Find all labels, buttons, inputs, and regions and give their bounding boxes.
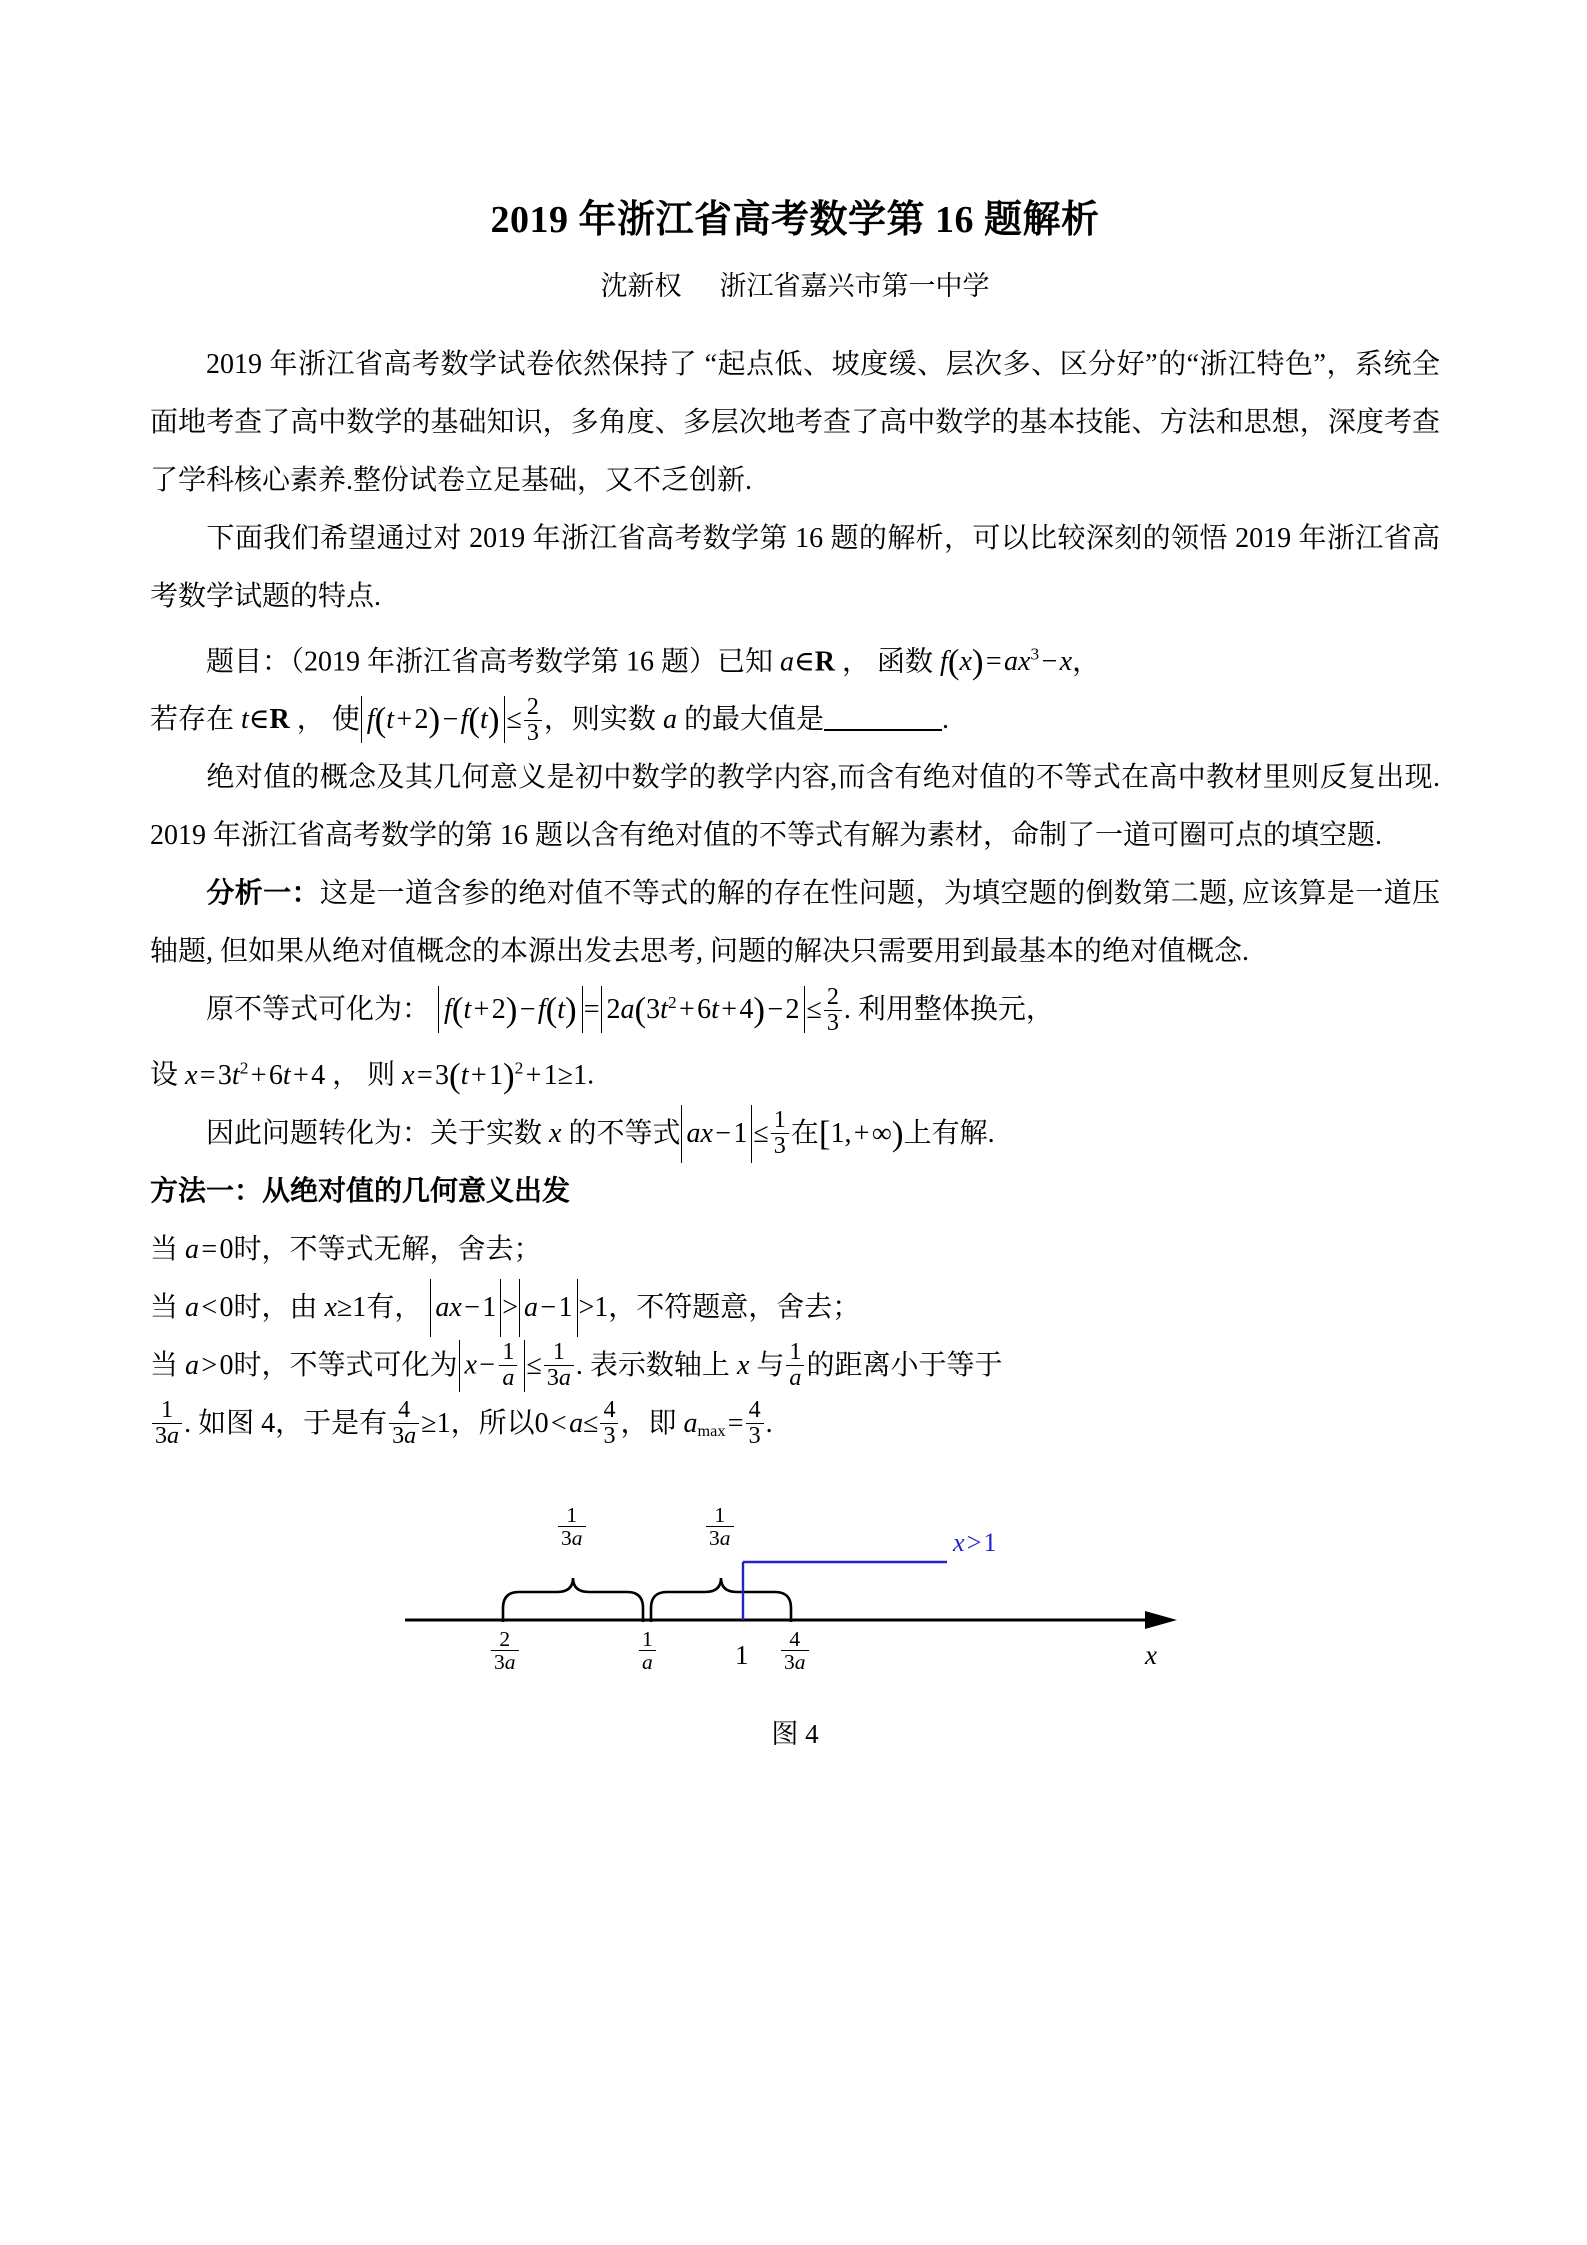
case2-text: ，不符题意，舍去； [608, 1291, 861, 1323]
case3-mid: 时，不等式可化为 [233, 1349, 458, 1381]
case1-condition: a = 0 [185, 1233, 234, 1265]
method-one-case-3b: $\frac{1}{3a}$ . 如图 4，于是有 $\frac{4}{3a}$ ≥1，所以0 < a≤ $\frac{4}{3}$ ，即 $a_{max}$ = $\frac{4}{3}$ . [150, 1395, 1440, 1460]
answer-blank[interactable] [824, 729, 942, 731]
problem-function: f(x) = $ax^3$ − x [940, 642, 1073, 682]
fraction-two-thirds: $\frac{2}{3}$ [524, 695, 542, 747]
problem-statement-line2: 若存在 t∈R ， 使 f(t + 2) − f(t) ≤ $\frac{2}{3}$ ，则实数 a 的最大值是 . [150, 693, 949, 746]
brace-label-right: $\frac{1}{3a}$ [704, 1504, 736, 1550]
axis-arrowhead-icon [1145, 1611, 1177, 1629]
derivation-line-1: 原不等式可化为： f(t + 2) − $f(t) = 2a(3t^2$ + 6t + 4) − 2 ≤ $\frac{2}{3}$ . 利用整体换元， [206, 983, 1054, 1036]
case3-prefix: 当 [150, 1349, 179, 1381]
number-line-svg [405, 1500, 1195, 1710]
tick-label-1: 1 [735, 1639, 749, 1670]
derivation-line3-tail: 上有解. [903, 1117, 995, 1149]
tick-label-4-over-3a: $\frac{4}{3a}$ [779, 1628, 811, 1674]
case3-text1: . 表示数轴上 [575, 1349, 730, 1381]
case3-amax: $a_{max}$ = [683, 1407, 744, 1440]
case3-condition: a > 0 [185, 1349, 234, 1381]
problem-function-prefix: 函数 [877, 646, 934, 678]
case2-have: 有， [366, 1291, 423, 1323]
method-one-case-2: 当 a < 0时，由 x≥1有， ax − 1 > a − 1 >1，不符题意，舍去； [150, 1279, 1440, 1337]
derivation-abs-right: $2a(3t^2$ + 6t + 4) − 2 [601, 986, 806, 1033]
case3-text2: 与 [756, 1349, 785, 1381]
problem-line2-t: t∈R [241, 704, 290, 736]
derivation-line-3: 因此问题转化为：关于实数 x 的不等式 ax − 1 ≤ $\frac{1}{3}$ 在[1, + ∞)上有解. [150, 1105, 1440, 1163]
paragraph-background-text: 绝对值的概念及其几何意义是初中数学的教学内容,而含有绝对值的不等式在高中教材里则反复出现. 2019 年浙江省高考数学的第 16 题以含有绝对值的不等式有解为素材，命制了一道可圈可点的填空题. [150, 762, 1440, 852]
case3-var: x [736, 1349, 750, 1381]
paragraph-purpose-text: 下面我们希望通过对 2019 年浙江省高考数学第 16 题的解析，可以比较深刻的领悟 2019 年浙江省高考数学试题的特点. [150, 522, 1440, 612]
case1-prefix: 当 [150, 1233, 179, 1265]
paragraph-background [150, 749, 1440, 865]
page-title: 2019 年浙江省高考数学第 16 题解析 [490, 199, 1100, 241]
problem-line2-prefix: 若存在 [150, 704, 235, 736]
method-one-case-3: 当 a > 0时，不等式可化为 x − $\frac{1}{a}$ ≤ $\frac{1}{3a}$ . 表示数轴上 x 与 $\frac{1}{a}$ 的距离小于等于 [150, 1339, 1003, 1392]
paragraph-intro-text: 2019 年浙江省高考数学试卷依然保持了 “起点低、坡度缓、层次多、区分好”的“浙江特色”，系统全面地考查了高中数学的基础知识，多角度、多层次地考查了高中数学的基本技能、方法和思想，深度考查了学科核心素养.整份试卷立足基础，又不乏创新. [150, 348, 1440, 496]
figure-4 [150, 1500, 1440, 1750]
author-affiliation: 浙江省嘉兴市第一中学 [719, 270, 990, 301]
case3-text3: 的距离小于等于 [806, 1349, 1003, 1381]
derivation-line3-interval-pre: 在 [790, 1117, 819, 1149]
derivation-line2-prefix: 设 [150, 1059, 179, 1091]
problem-statement: 题目：（2019 年浙江省高考数学第 16 题）已知 a∈R ， 函数 f(x) = $ax^3$ − x， [206, 642, 1101, 682]
case3-text6: ，即 [620, 1407, 677, 1439]
derivation-line1-tail: . 利用整体换元， [843, 994, 1054, 1026]
fraction-one-over-3a: $\frac{1}{3a}$ [544, 1340, 574, 1392]
derivation-line3-mid: 的不等式 [568, 1117, 681, 1149]
brace-label-left: $\frac{1}{3a}$ [556, 1504, 588, 1550]
problem-given-set: a∈R [780, 646, 836, 678]
ray-label: x > 1 [953, 1527, 997, 1557]
problem-line2-mid: 使 [331, 704, 360, 736]
fraction-one-over-a: $\frac{1}{a}$ [786, 1340, 804, 1392]
method-one-case-1 [150, 1221, 1440, 1279]
fraction-one-third: $\frac{1}{3}$ [771, 1108, 789, 1160]
problem-source: （2019 年浙江省高考数学第 16 题） [290, 646, 718, 678]
derivation-line3-var: x [549, 1117, 562, 1149]
byline [150, 270, 1440, 302]
analysis-one-heading: 分析一： [206, 878, 320, 910]
method-one-heading [150, 1163, 1440, 1221]
case3-end: . [765, 1407, 773, 1439]
case2-abs-left: ax − 1 [430, 1279, 501, 1337]
case2-from: x≥1 [324, 1291, 367, 1323]
figure-4-graphic [150, 1500, 1440, 1710]
paragraph-intro [150, 336, 1440, 510]
derivation-line2-mid: 则 [367, 1059, 396, 1091]
case3-abs: x − $\frac{1}{a}$ [459, 1340, 526, 1392]
problem-label: 题目： [206, 646, 291, 678]
derivation-substitution: x = $3t^2$ + 6t + 4 [185, 1058, 326, 1091]
derivation-line1-prefix: 原不等式可化为： [206, 994, 431, 1026]
brace-right [651, 1578, 791, 1608]
tick-label-2-over-3a: $\frac{2}{3a}$ [489, 1628, 521, 1674]
case3-text4: . 如图 4，于是有 [184, 1407, 388, 1439]
derivation-line-2: 设 x = $3t^2$ + 6t + 4 ， 则 x = 3(t + 1)$^2$ + 1≥1. [150, 1055, 595, 1095]
problem-given-prefix: 已知 [717, 646, 774, 678]
case2-prefix: 当 [150, 1291, 179, 1323]
analysis-one [150, 865, 1440, 981]
analysis-one-body: 这是一道含参的绝对值不等式的解的存在性问题，为填空题的倒数第二题, 应该算是一道压轴题, 但如果从绝对值概念的本源出发去思考, 问题的解决只需要用到最基本的绝对值概念. [150, 878, 1440, 968]
derivation-line3-interval: [1, + ∞) [818, 1113, 904, 1153]
fraction-two-thirds-2: $\frac{2}{3}$ [824, 985, 842, 1037]
derivation-result: x = 3(t + 1)$^2$ + 1≥1 [402, 1055, 588, 1095]
fraction-one-over-3a-2: $\frac{1}{3a}$ [152, 1398, 182, 1450]
case1-text: 时，不等式无解，舍去； [233, 1233, 542, 1265]
problem-line2-tail: 则实数 [571, 704, 656, 736]
paragraph-purpose [150, 510, 1440, 626]
derivation-abs-left: f(t + 2) − f(t) [438, 986, 583, 1033]
derivation-line3-abs: ax − 1 [681, 1105, 752, 1163]
problem-period: . [941, 704, 949, 736]
case2-condition: a < 0 [185, 1291, 234, 1323]
case3-text5: ，所以 [450, 1407, 535, 1439]
fraction-four-thirds-2: $\frac{4}{3}$ [746, 1398, 764, 1450]
brace-left [503, 1578, 643, 1608]
case2-abs-right: a − 1 [519, 1279, 577, 1337]
problem-abs-expression: f(t + 2) − f(t) [361, 696, 506, 743]
derivation-line3-prefix: 因此问题转化为：关于实数 [206, 1117, 543, 1149]
fraction-four-over-3a: $\frac{4}{3a}$ [389, 1398, 419, 1450]
fraction-four-thirds: $\frac{4}{3}$ [600, 1398, 618, 1450]
derivation-line2-tail: . [587, 1059, 595, 1091]
document-body [150, 0, 1440, 1750]
tick-label-1-over-a: $\frac{1}{a}$ [637, 1628, 658, 1674]
method-one-heading-text: 方法一：从绝对值的几何意义出发 [150, 1175, 571, 1207]
figure-caption: 图 4 [771, 1718, 819, 1749]
author-name: 沈新权 [600, 270, 682, 301]
axis-label-x: x [1145, 1639, 1157, 1670]
case2-mid: 时，由 [233, 1291, 318, 1323]
